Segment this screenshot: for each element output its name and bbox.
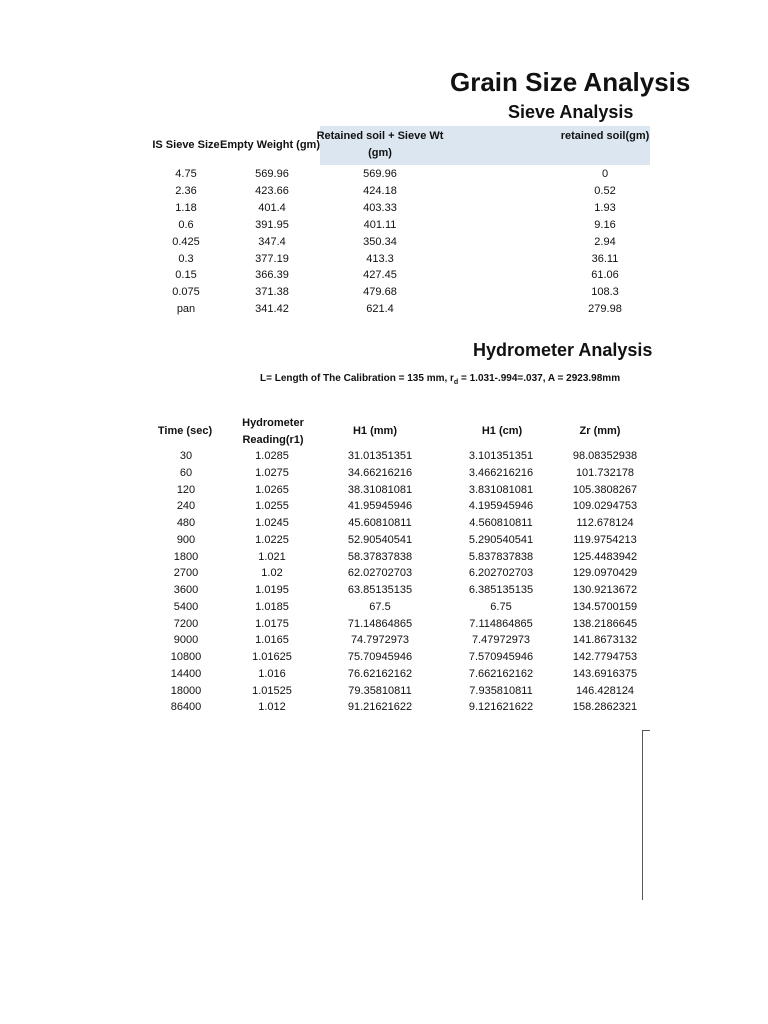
sieve-cell: 4.75 xyxy=(175,168,197,180)
hydrometer-cell: 75.70945946 xyxy=(347,651,413,663)
hydrometer-cell: 52.90540541 xyxy=(347,533,413,546)
sieve-cell: 2.94 xyxy=(594,235,616,248)
hydrometer-cell: 7.47972973 xyxy=(471,634,531,647)
hydrometer-cell: 67.5 xyxy=(369,600,391,613)
chart-frame-left-edge xyxy=(642,730,643,900)
hydrometer-cell: 62.02702703 xyxy=(347,567,413,580)
sieve-cell: 0.52 xyxy=(594,184,616,197)
hydrometer-cell: 4.195945946 xyxy=(468,500,534,513)
hydro-header-h1mm: H1 (mm) xyxy=(352,425,397,437)
hydrometer-cell: 119.9754213 xyxy=(573,533,637,546)
hydrometer-cell: 1.016 xyxy=(258,667,286,680)
sieve-header-retained-sieve: Retained soil + Sieve Wt (gm) xyxy=(316,130,444,159)
hydrometer-cell: 86400 xyxy=(170,701,202,714)
hydrometer-cell: 38.31081081 xyxy=(347,483,413,496)
hydrometer-cell: 5.837837838 xyxy=(468,550,534,563)
hydrometer-cell: 1.0245 xyxy=(255,517,289,529)
hydrometer-calibration-note: L= Length of The Calibration = 135 mm, $r_d = 1.031-.994=.037$, A = 2923.98mm xyxy=(260,373,621,386)
hydrometer-cell: 146.428124 xyxy=(575,684,635,697)
sieve-cell: 569.96 xyxy=(363,168,397,180)
hydrometer-cell: 112.678124 xyxy=(576,517,634,529)
hydrometer-cell: 101.732178 xyxy=(575,466,635,479)
hydrometer-cell: 41.95945946 xyxy=(347,500,413,513)
hydro-header-time: Time (sec) xyxy=(157,425,213,437)
hydrometer-cell: 76.62162162 xyxy=(347,667,413,680)
hydrometer-cell: 10800 xyxy=(170,651,202,663)
hydrometer-cell: 7.114864865 xyxy=(469,617,533,630)
hydrometer-cell: 2700 xyxy=(173,567,199,580)
sieve-cell: 569.96 xyxy=(255,168,289,180)
hydrometer-cell: 14400 xyxy=(170,667,202,680)
sieve-cell: 371.38 xyxy=(255,286,289,299)
hydrometer-cell: 58.37837838 xyxy=(347,550,413,563)
hydrometer-cell: 6.385135135 xyxy=(468,584,534,596)
hydrometer-cell: 79.35810811 xyxy=(348,684,412,697)
sieve-cell: 377.19 xyxy=(255,252,289,265)
hydrometer-cell: 1.0195 xyxy=(255,584,289,596)
hydrometer-cell: 63.85135135 xyxy=(347,584,413,596)
hydrometer-cell: 1.0165 xyxy=(255,634,289,647)
hydrometer-cell: 3.466216216 xyxy=(468,466,534,479)
hydrometer-cell: 105.3808267 xyxy=(572,483,638,496)
hydrometer-cell: 4.560810811 xyxy=(469,517,533,529)
hydrometer-cell: 30 xyxy=(179,450,193,462)
sieve-cell: 401.11 xyxy=(363,218,397,231)
hydrometer-cell: 9000 xyxy=(173,634,199,647)
hydrometer-cell: 1.02 xyxy=(261,567,283,580)
sieve-cell: pan xyxy=(176,303,196,316)
hydrometer-cell: 5400 xyxy=(173,600,199,613)
hydrometer-cell: 3.831081081 xyxy=(468,483,534,496)
hydrometer-cell: 1.0265 xyxy=(255,483,289,496)
sieve-header-retained: retained soil(gm) xyxy=(560,130,650,142)
sieve-cell: 1.18 xyxy=(175,201,197,214)
hydrometer-cell: 74.7972973 xyxy=(350,634,410,647)
hydrometer-cell: 138.2186645 xyxy=(572,617,638,630)
hydro-header-h1cm: H1 (cm) xyxy=(481,425,523,437)
chart-frame-top-edge xyxy=(642,730,650,731)
hydrometer-cell: 18000 xyxy=(170,684,202,697)
hydrometer-cell: 1.0255 xyxy=(255,500,289,513)
hydrometer-cell: 125.4483942 xyxy=(572,550,638,563)
hydrometer-cell: 130.9213672 xyxy=(572,584,638,596)
hydrometer-cell: 129.0970429 xyxy=(572,567,638,580)
sieve-cell: 621.4 xyxy=(366,303,394,316)
sieve-cell: 108.3 xyxy=(591,286,619,299)
page-title: Grain Size Analysis xyxy=(450,67,691,97)
hydrometer-cell: 142.7794753 xyxy=(572,651,638,663)
hydrometer-cell: 134.5700159 xyxy=(572,600,638,613)
hydro-header-reading: Hydrometer Reading(r1) xyxy=(242,417,304,446)
hydrometer-cell: 1.0225 xyxy=(255,533,289,546)
hydrometer-cell: 98.08352938 xyxy=(572,450,638,462)
sieve-cell: 0.075 xyxy=(172,286,200,299)
hydrometer-cell: 1.01525 xyxy=(252,684,292,697)
hydrometer-cell: 91.21621622 xyxy=(347,701,413,714)
hydrometer-cell: 120 xyxy=(176,483,196,496)
hydrometer-cell: 143.6916375 xyxy=(572,667,638,680)
hydrometer-cell: 9.121621622 xyxy=(468,701,534,714)
sieve-cell: 341.42 xyxy=(255,303,289,316)
hydrometer-cell: 6.75 xyxy=(490,600,512,613)
hydrometer-cell: 45.60810811 xyxy=(348,517,412,529)
hydrometer-cell: 3.101351351 xyxy=(468,450,534,462)
hydrometer-cell: 60 xyxy=(179,466,193,479)
hydrometer-cell: 7.662162162 xyxy=(468,667,534,680)
sieve-cell: 0.3 xyxy=(178,252,194,265)
sieve-header-empty-weight: Empty Weight (gm) xyxy=(219,139,320,151)
hydrometer-cell: 3600 xyxy=(173,584,199,596)
sieve-cell: 61.06 xyxy=(591,269,619,282)
sieve-cell: 347.4 xyxy=(258,235,286,248)
sieve-cell: 0 xyxy=(601,168,609,180)
sieve-cell: 1.93 xyxy=(594,201,616,214)
sieve-cell: 279.98 xyxy=(588,303,622,316)
hydrometer-cell: 1.021 xyxy=(258,550,286,563)
hydrometer-cell: 1.01625 xyxy=(252,651,292,663)
hydrometer-cell: 71.14864865 xyxy=(347,617,413,630)
sieve-cell: 2.36 xyxy=(175,184,197,197)
sieve-section-title: Sieve Analysis xyxy=(508,102,634,122)
sieve-cell: 401.4 xyxy=(258,201,286,214)
sieve-cell: 423.66 xyxy=(255,184,289,197)
hydro-header-zr: Zr (mm) xyxy=(579,425,621,437)
hydrometer-cell: 158.2862321 xyxy=(572,701,638,714)
hydrometer-cell: 31.01351351 xyxy=(347,450,413,462)
sieve-cell: 0.15 xyxy=(175,269,197,282)
sieve-cell: 413.3 xyxy=(366,252,394,265)
hydrometer-cell: 6.202702703 xyxy=(468,567,534,580)
sieve-cell: 427.45 xyxy=(363,269,397,282)
hydrometer-cell: 900 xyxy=(176,533,196,546)
hydrometer-cell: 1.0175 xyxy=(255,617,289,630)
hydrometer-section-title: Hydrometer Analysis xyxy=(473,340,653,360)
sieve-cell: 366.39 xyxy=(255,269,289,282)
hydrometer-cell: 34.66216216 xyxy=(347,466,413,479)
hydrometer-cell: 5.290540541 xyxy=(468,533,534,546)
sieve-cell: 9.16 xyxy=(594,218,616,231)
sieve-cell: 424.18 xyxy=(363,184,397,197)
hydrometer-cell: 109.0294753 xyxy=(572,500,638,513)
hydrometer-cell: 1.012 xyxy=(258,701,286,714)
hydrometer-cell: 1.0285 xyxy=(255,450,289,462)
hydrometer-cell: 1.0275 xyxy=(255,466,289,479)
hydrometer-cell: 1.0185 xyxy=(255,600,289,613)
hydrometer-cell: 7.570945946 xyxy=(468,651,534,663)
sieve-header-size: IS Sieve Size xyxy=(152,139,220,151)
hydrometer-cell: 7200 xyxy=(173,617,199,630)
sieve-cell: 479.68 xyxy=(363,286,397,299)
sieve-cell: 0.6 xyxy=(178,218,194,231)
sieve-cell: 36.11 xyxy=(591,252,619,265)
sieve-cell: 0.425 xyxy=(172,235,200,248)
hydrometer-cell: 7.935810811 xyxy=(469,684,533,697)
sieve-cell: 391.95 xyxy=(255,218,289,231)
sieve-cell: 403.33 xyxy=(363,201,397,214)
hydrometer-cell: 141.8673132 xyxy=(572,634,638,647)
hydrometer-cell: 1800 xyxy=(173,550,199,563)
sieve-cell: 350.34 xyxy=(363,235,397,248)
hydrometer-cell: 480 xyxy=(176,517,196,529)
hydrometer-cell: 240 xyxy=(176,500,196,513)
